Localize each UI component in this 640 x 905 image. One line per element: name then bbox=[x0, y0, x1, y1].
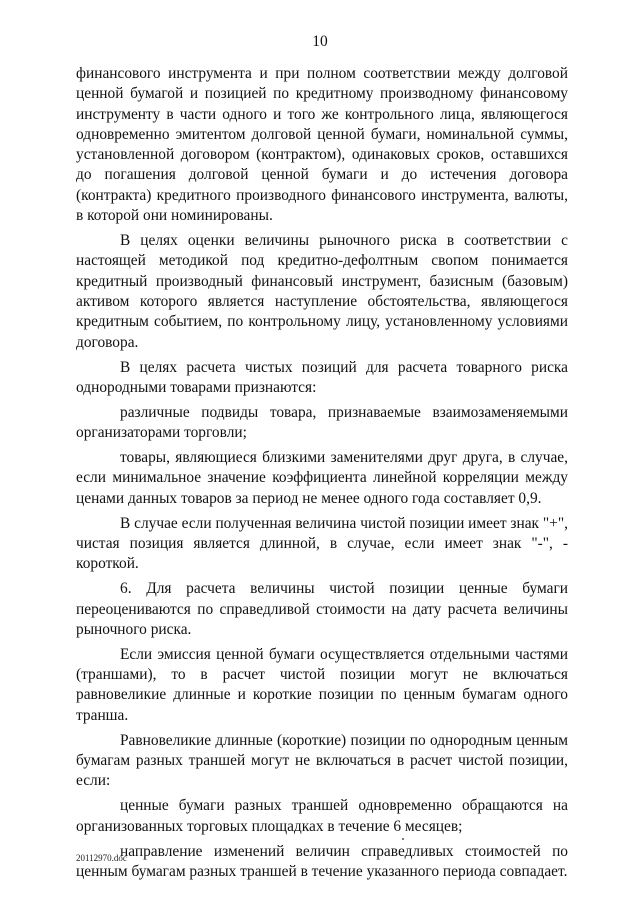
page-number: 10 bbox=[312, 33, 328, 50]
paragraph: Равновеликие длинные (короткие) позиции по однородным ценным бумагам разных траншей могут не включаться в расчет чистой позиции, если: bbox=[76, 731, 568, 790]
footer-file-reference: 20112970.doc bbox=[76, 853, 127, 863]
scan-speck bbox=[402, 838, 404, 840]
paragraph: товары, являющиеся близкими заменителями друг друга, в случае, если минимальное значение коэффициента линейной корреляции между ценами данных товаров за период не менее одного года составляет 0,9. bbox=[76, 449, 568, 507]
paragraph: финансового инструмента и при полном соответствии между долговой ценной бумагой и позицией по кредитному производному финансовому инструменту в части одного и того же контрольного лица, являющегося одновременно эмитентом долговой ценной бумаги, номинальной суммы, установленной договором (контрактом), одинаковых сроков, оставшихся до погашения долговой ценной бумаги и до истечения договора (контракта) кредитного производного финансового инструмента, валюты, в которой они номинированы. bbox=[76, 65, 568, 225]
document-body bbox=[76, 64, 568, 887]
paragraph: В целях оценки величины рыночного риска в соответствии с настоящей методикой под кредитно-дефолтным свопом понимается кредитный производный финансовый инструмент, базисным (базовым) активом которого является наступление обстоятельства, являющегося кредитным событием, по контрольному лицу, установленному условиями договора. bbox=[76, 232, 568, 351]
paragraph: Если эмиссия ценной бумаги осуществляется отдельными частями (траншами), то в расчет чистой позиции могут не включаться равновеликие длинные и короткие позиции по ценным бумагам одного транша. bbox=[76, 645, 568, 724]
paragraph: ценные бумаги разных траншей одновременно обращаются на организованных торговых площадках в течение 6 месяцев; bbox=[76, 797, 568, 835]
paragraph: В случае если полученная величина чистой позиции имеет знак "+", чистая позиция является длинной, в случае, если имеет знак "-", - короткой. bbox=[76, 514, 568, 573]
paragraph: направление изменений величин справедливых стоимостей по ценным бумагам разных траншей в течение указанного периода совпадает. bbox=[76, 842, 568, 880]
paragraph: В целях расчета чистых позиций для расчета товарного риска однородными товарами признаются: bbox=[76, 358, 568, 396]
paragraph: 6. Для расчета величины чистой позиции ценные бумаги переоцениваются по справедливой стоимости на дату расчета величины рыночного риска. bbox=[76, 580, 568, 638]
paragraph: различные подвиды товара, признаваемые взаимозаменяемыми организаторами торговли; bbox=[76, 403, 568, 442]
